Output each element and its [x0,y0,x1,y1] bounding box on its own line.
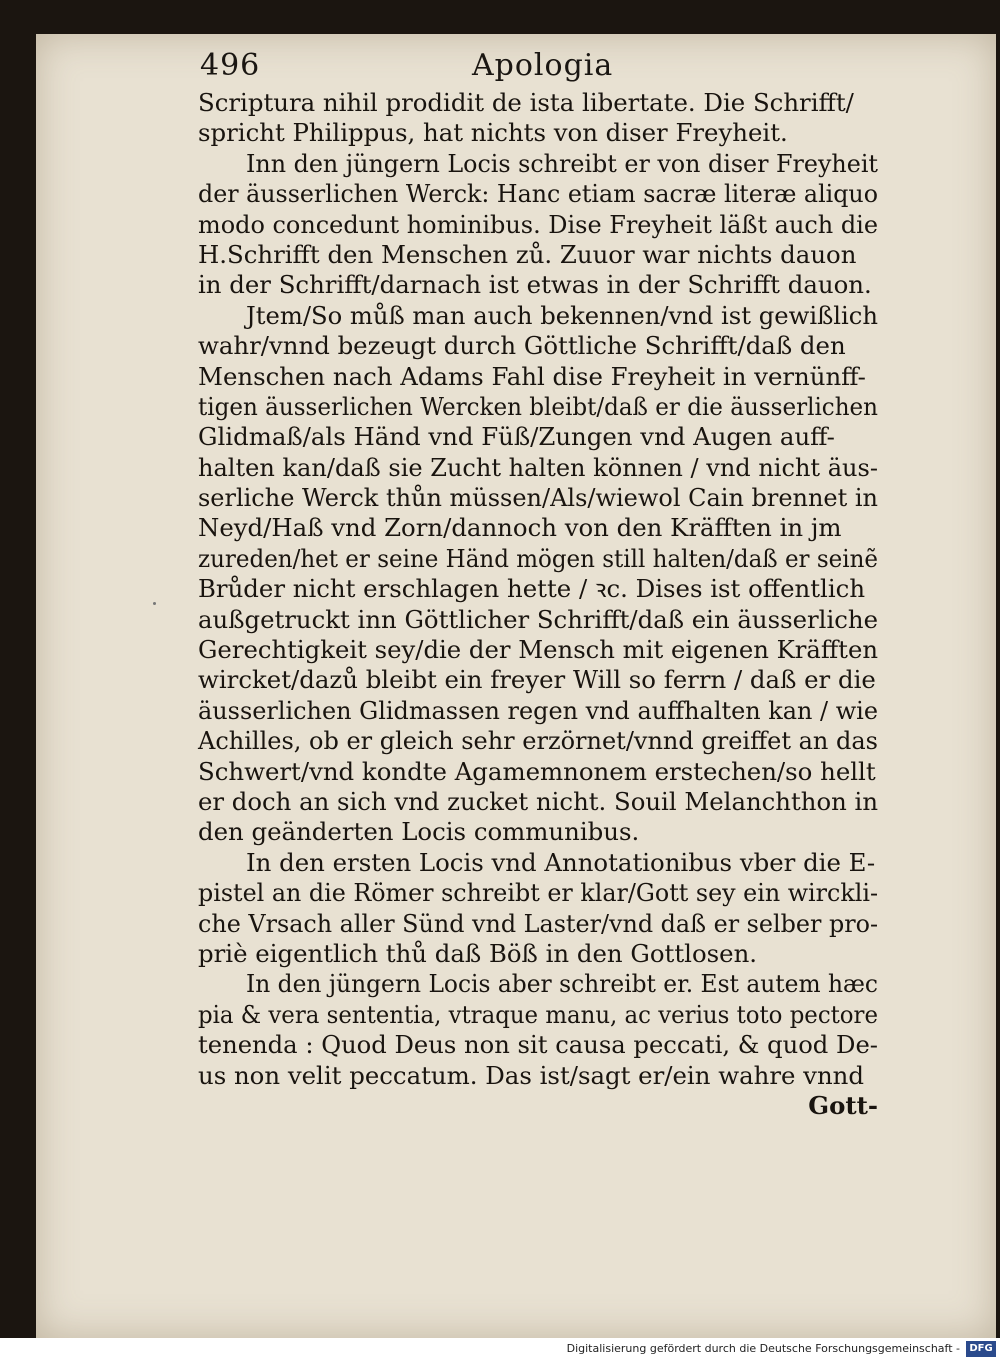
footer-bar [0,1338,1000,1361]
text-line: Glidmaß/als Händ vnd Füß/Zungen vnd Augen auff- [198,422,835,452]
text-line: den geänderten Locis communibus. [198,817,640,847]
catchword: Gott- [808,1090,878,1120]
text-line: er doch an sich vnd zucket nicht. Souil Melanchthon in [198,786,878,816]
text-line: wircket/dazů bleibt ein freyer Will so ferrn / daß er die [198,665,876,695]
text-line: halten kan/daß sie Zucht halten können / vnd nicht äus- [198,452,878,482]
text-line: Schwert/vnd kondte Agamemnonem erstechen/so hellt [198,756,876,786]
text-line: In den jüngern Locis aber schreibt er. Est autem hæc [246,969,878,999]
text-line: zureden/het er seine Händ mögen still halten/daß er seinẽ [198,543,878,573]
text-line: tenenda : Quod Deus non sit causa peccati, & quod De- [198,1030,878,1060]
text-line: serliche Werck thůn müssen/Als/wiewol Cain brennet in [198,483,878,513]
text-line: Achilles, ob er gleich sehr erzörnet/vnnd greiffet an das [198,726,878,756]
text-line: spricht Philippus, hat nichts von diser Freyheit. [198,118,788,148]
text-line: H.Schrifft den Menschen zů. Zuuor war nichts dauon [198,239,857,269]
text-line: Menschen nach Adams Fahl dise Freyheit in vernünff- [198,361,866,391]
text-line: pistel an die Römer schreibt er klar/Gott sey ein wirckli- [198,878,878,908]
text-line: Inn den jüngern Locis schreibt er von diser Freyheit [246,148,878,178]
text-line: us non velit peccatum. Das ist/sagt er/ein wahre vnnd [198,1060,864,1090]
text-line: der äusserlichen Werck: Hanc etiam sacræ literæ aliquo [198,179,878,209]
text-block [198,88,878,1121]
text-line: Jtem/So můß man auch bekennen/vnd ist gewißlich [246,300,878,330]
text-line: pia & vera sententia, vtraque manu, ac verius toto pectore [198,999,878,1029]
running-head: Apologia [472,48,614,83]
text-line: äusserlichen Glidmassen regen vnd auffhalten kan / wie [198,695,878,725]
paper-speck [153,602,156,605]
text-line: modo concedunt hominibus. Dise Freyheit läßt auch die [198,209,878,239]
text-line: in der Schrifft/darnach ist etwas in der Schrifft dauon. [198,270,872,300]
text-line: tigen äusserlichen Wercken bleibt/daß er die äusserlichen [198,391,878,421]
dfg-logo: DFG [966,1341,996,1357]
text-line: priè eigentlich thů daß Böß in den Gottlosen. [198,938,758,968]
text-line: che Vrsach aller Sünd vnd Laster/vnd daß er selber pro- [198,908,878,938]
text-line: wahr/vnnd bezeugt durch Göttliche Schrifft/daß den [198,331,846,361]
text-line: Scriptura nihil prodidit de ista libertate. Die Schrifft/ [198,88,854,117]
funding-credit: Digitalisierung gefördert durch die Deutsche Forschungsgemeinschaft - [566,1342,960,1355]
text-line: Neyd/Haß vnd Zorn/dannoch von den Kräfften in jm [198,513,842,543]
text-line: außgetruckt inn Göttlicher Schrifft/daß ein äusserliche [198,604,878,634]
page-number: 496 [200,48,261,83]
text-line: Brůder nicht erschlagen hette / ꝛc. Dises ist offentlich [198,574,866,604]
text-line: Gerechtigkeit sey/die der Mensch mit eigenen Kräfften [198,635,878,665]
text-line: In den ersten Locis vnd Annotationibus vber die E- [246,847,876,877]
